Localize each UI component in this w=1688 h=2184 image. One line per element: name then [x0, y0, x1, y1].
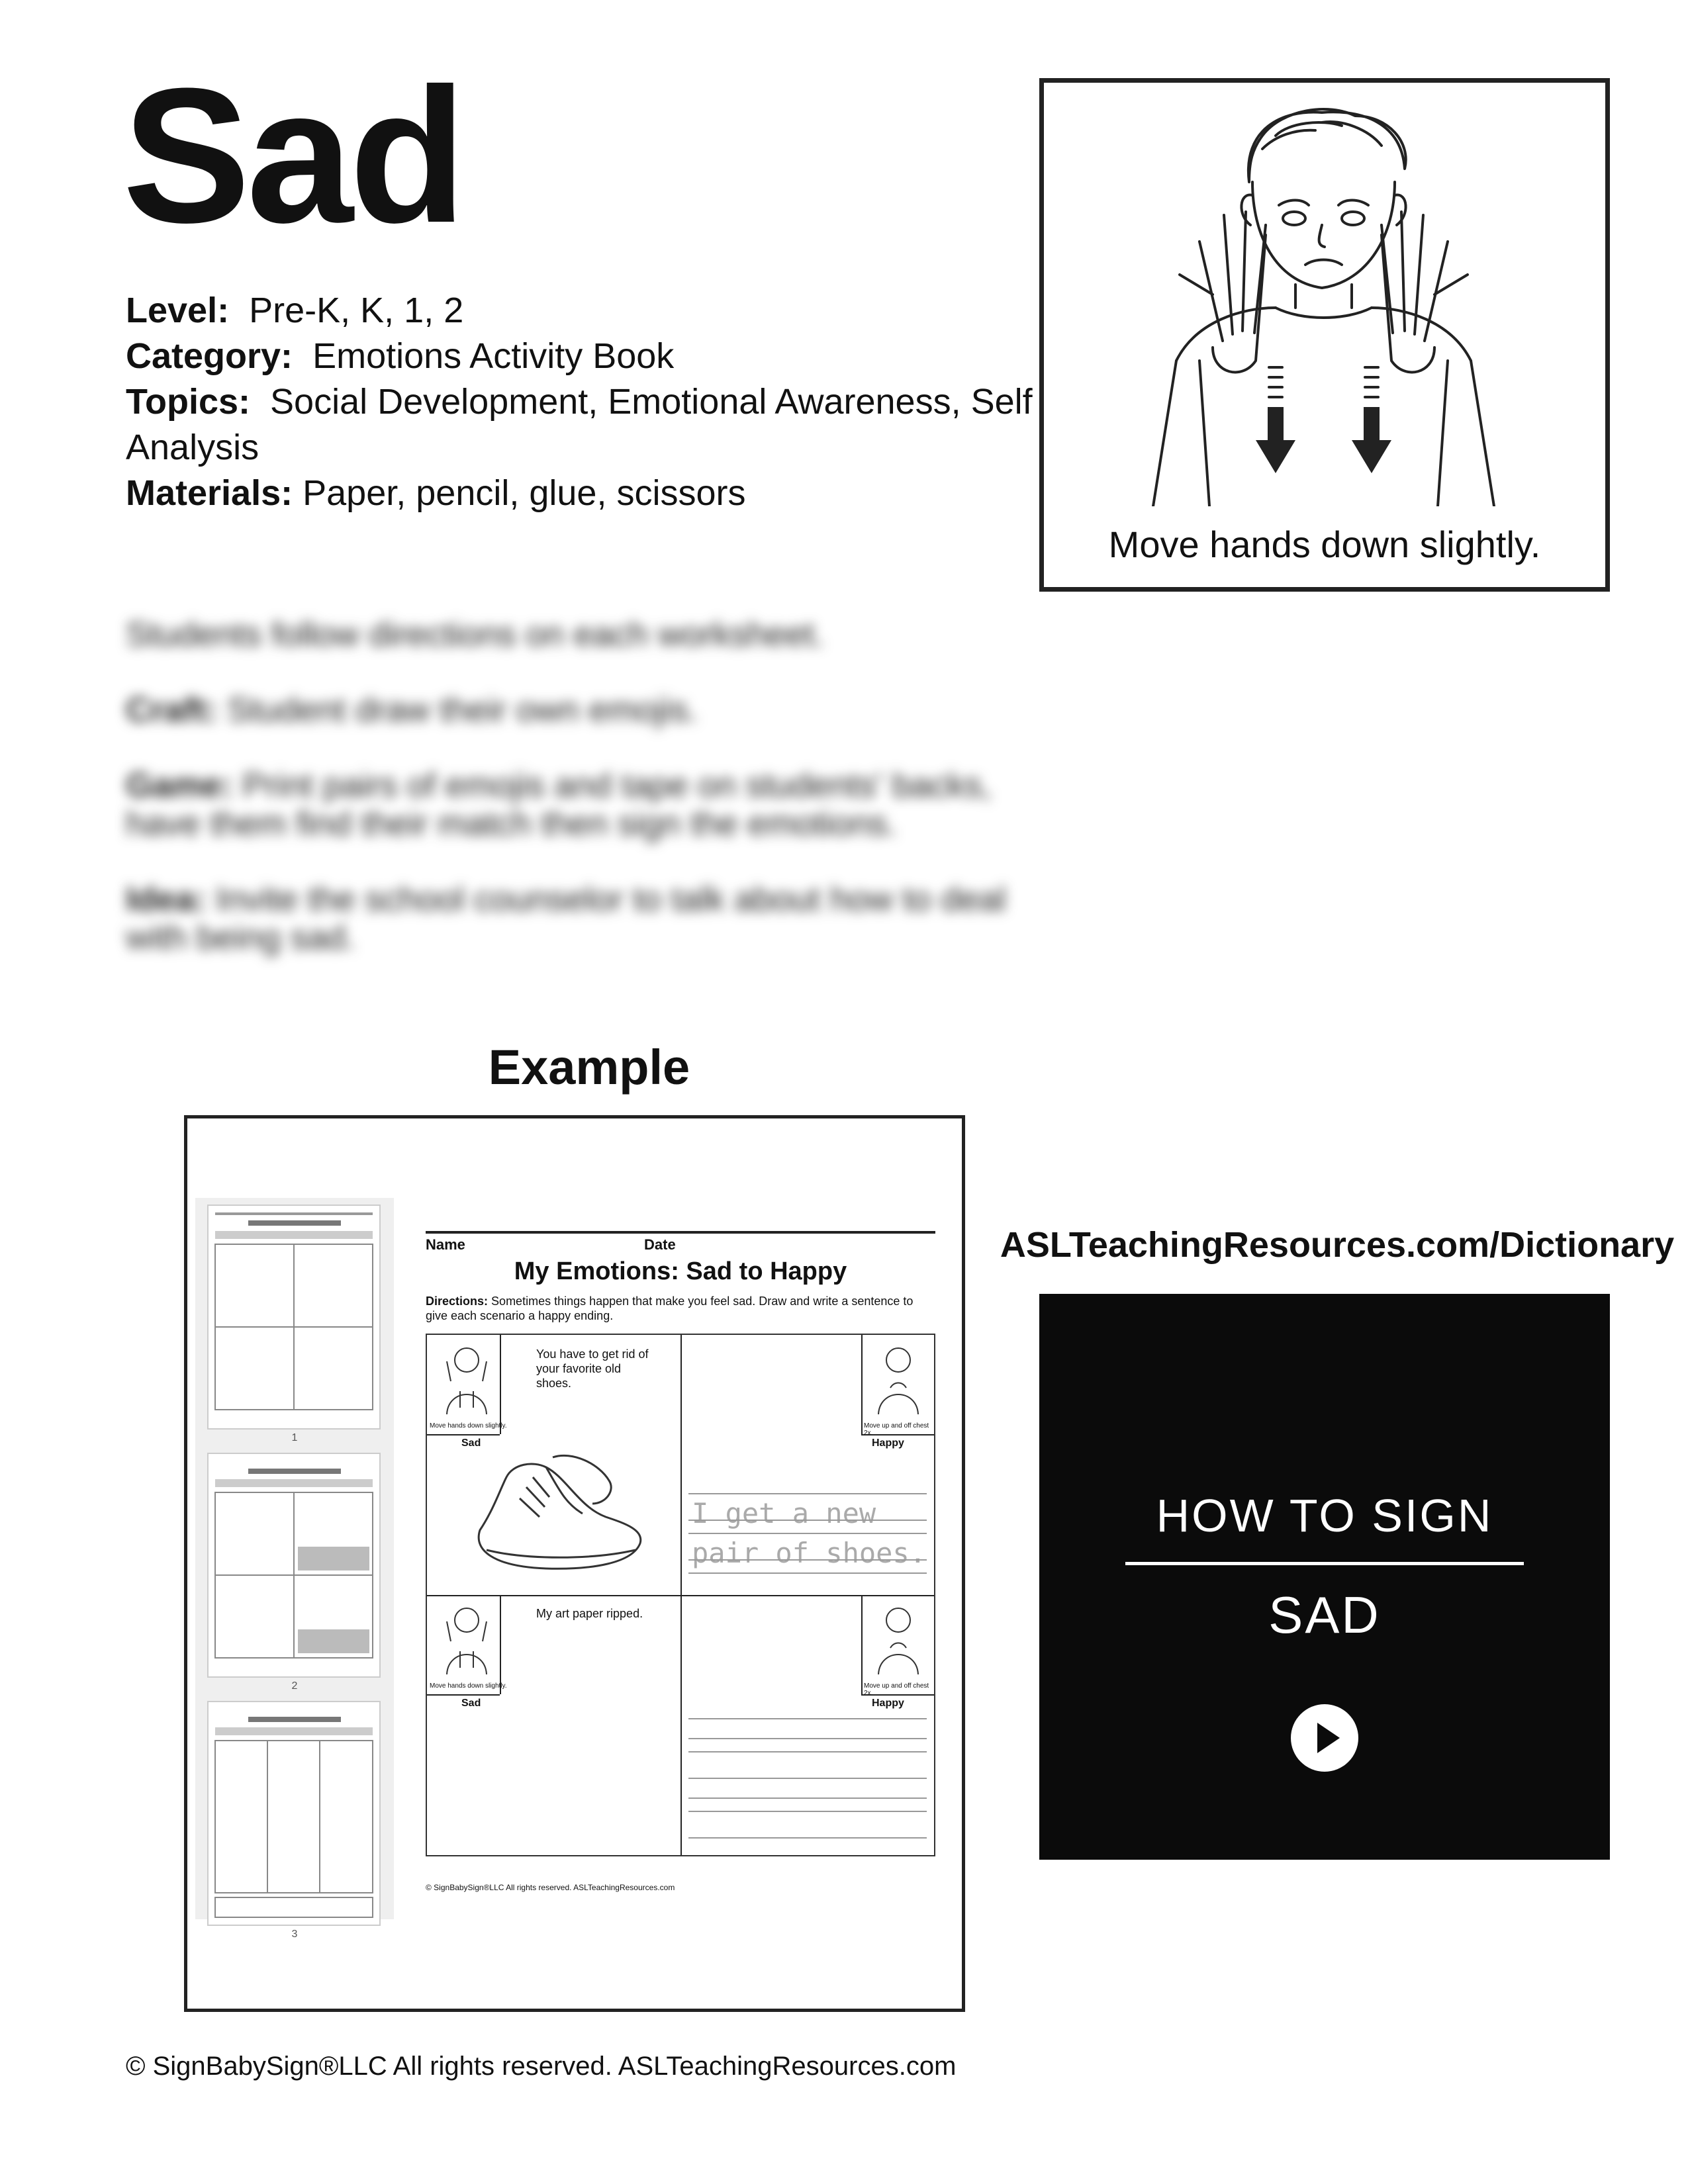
- directions-text: Sometimes things happen that make you feel sad. Draw and write a sentence to give each scenario a happy ending.: [426, 1295, 914, 1322]
- thumbnail-page-graphic: [209, 1206, 379, 1428]
- play-button[interactable]: [1291, 1704, 1358, 1772]
- sign-illustration-box: [1039, 78, 1610, 592]
- level-label: Level:: [126, 291, 230, 330]
- materials-row: [126, 471, 1033, 516]
- worksheet-date-label: Date: [644, 1236, 676, 1253]
- instructions-line: Students follow directions on each worksheet.: [126, 615, 825, 654]
- lesson-metadata: [126, 288, 1033, 516]
- thumbnail-number: 3: [291, 1929, 298, 1940]
- video-sign-word: SAD: [1268, 1586, 1381, 1644]
- craft-instruction: [126, 691, 1026, 729]
- worksheet-preview: [426, 1231, 935, 1926]
- sign-caption: Move hands down slightly.: [1108, 523, 1541, 565]
- materials-label: Materials:: [126, 473, 293, 513]
- video-title-line: HOW TO SIGN: [1156, 1490, 1493, 1541]
- happy-sign-figure: [872, 1602, 925, 1678]
- directions-label: Directions:: [426, 1295, 489, 1308]
- blurred-instructions: [126, 615, 1026, 994]
- thumbnail-page[interactable]: [207, 1453, 381, 1678]
- category-label: Category:: [126, 336, 293, 376]
- thumbnail-number: 1: [291, 1432, 298, 1443]
- sad-sign-figure: [440, 1602, 493, 1678]
- worksheet-title: My Emotions: Sad to Happy: [514, 1257, 847, 1285]
- idea-text: Invite the school counselor to talk about how to deal with being sad.: [126, 880, 1006, 957]
- thumbnail-number: 2: [291, 1680, 298, 1692]
- idea-label: Idea:: [126, 880, 207, 919]
- worksheet-directions: [426, 1294, 935, 1323]
- worksheet-happy-label: Happy: [872, 1437, 904, 1449]
- thumbnail-strip: [195, 1198, 394, 1940]
- level-value: Pre-K, K, 1, 2: [249, 291, 464, 330]
- topics-label: Topics:: [126, 382, 250, 422]
- category-row: [126, 334, 1033, 379]
- worksheet-name-label: Name: [426, 1236, 465, 1253]
- copyright-footer: © SignBabySign®LLC All rights reserved. ASLTeachingResources.com: [126, 2052, 957, 2081]
- sad-sign-illustration: [1044, 83, 1605, 506]
- page-title: Sad: [122, 48, 463, 263]
- how-to-sign-video[interactable]: [1039, 1294, 1610, 1860]
- thumbnail-page[interactable]: [207, 1701, 381, 1926]
- craft-label: Craft:: [126, 691, 218, 729]
- thumbnail-page-graphic: [209, 1702, 379, 1925]
- topics-value: Social Development, Emotional Awareness, Self Analysis: [126, 382, 1033, 467]
- category-value: Emotions Activity Book: [312, 336, 675, 376]
- traced-line: pair of shoes.: [692, 1537, 927, 1569]
- worksheet-sad-label: Sad: [461, 1437, 481, 1449]
- game-instruction: [126, 766, 1026, 843]
- happy-sign-figure: [872, 1342, 925, 1418]
- worksheet-sign-caption: Move hands down slightly.: [430, 1682, 507, 1690]
- thumbnail-page-graphic: [209, 1454, 379, 1676]
- materials-value: Paper, pencil, glue, scissors: [303, 473, 746, 513]
- thumbnail-page[interactable]: [207, 1205, 381, 1430]
- sneaker-drawing: [467, 1451, 652, 1583]
- writing-lines: [688, 1487, 927, 1586]
- worksheet-sign-caption: Move hands down slightly.: [430, 1422, 507, 1430]
- worksheet-sad-label: Sad: [461, 1698, 481, 1709]
- worksheet-footer: © SignBabySign®LLC All rights reserved. ASLTeachingResources.com: [426, 1883, 675, 1892]
- example-preview: [184, 1115, 965, 2012]
- game-label: Game:: [126, 766, 233, 805]
- topics-row: [126, 379, 1033, 471]
- video-divider: [1125, 1562, 1524, 1565]
- example-heading: Example: [488, 1040, 690, 1095]
- worksheet-grid: [426, 1334, 935, 1856]
- craft-text: Student draw their own emojis.: [227, 691, 698, 729]
- play-icon: [1291, 1704, 1358, 1772]
- worksheet-sign-caption: Move up and off chest 2x.: [864, 1422, 929, 1437]
- level-row: [126, 288, 1033, 334]
- worksheet-scenario: You have to get rid of your favorite old shoes.: [536, 1347, 649, 1390]
- idea-instruction: [126, 880, 1026, 957]
- worksheet-happy-label: Happy: [872, 1698, 904, 1709]
- dictionary-url[interactable]: ASLTeachingResources.com/Dictionary: [1000, 1225, 1675, 1265]
- traced-line: I get a new: [692, 1497, 876, 1529]
- worksheet-sign-caption: Move up and off chest 2x.: [864, 1682, 929, 1697]
- worksheet-scenario: My art paper ripped.: [536, 1607, 643, 1620]
- game-text: Print pairs of emojis and tape on students' backs, have them find their match then sign the emotions.: [126, 766, 992, 843]
- sad-sign-figure: [440, 1342, 493, 1418]
- writing-lines: [688, 1712, 927, 1844]
